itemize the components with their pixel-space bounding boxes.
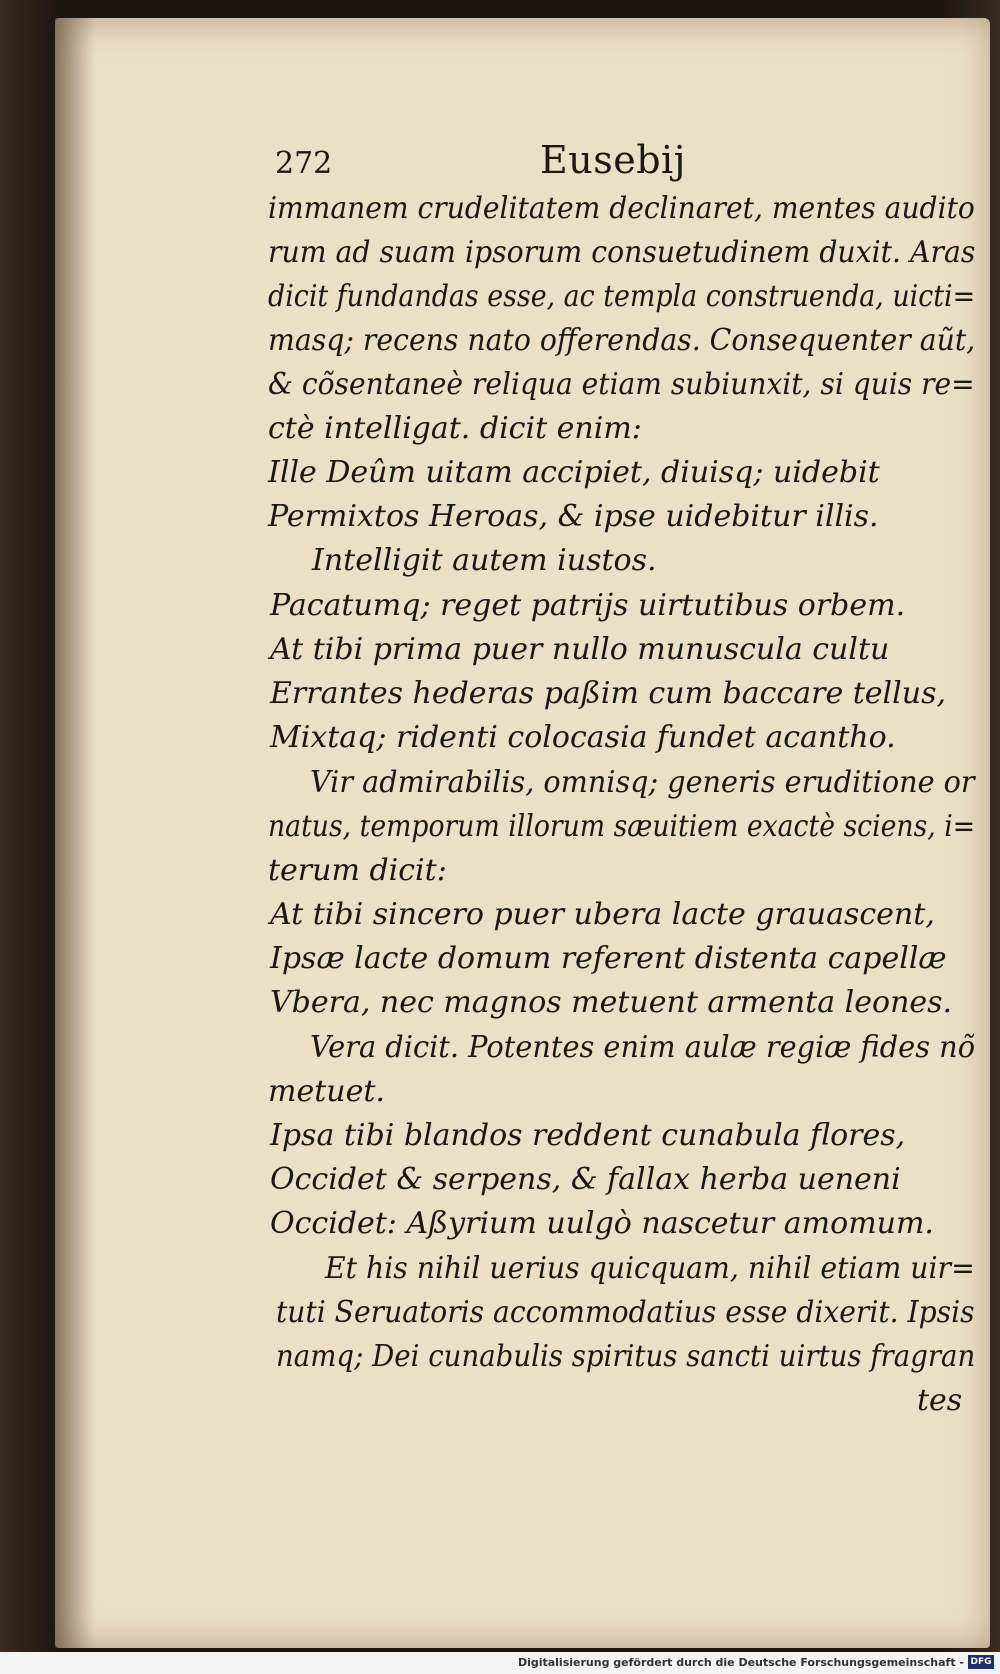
text-line: Intelligit autem iustos. <box>312 543 657 578</box>
text-line: dicit fundandas esse, ac templa construenda, uicti= <box>268 279 976 314</box>
text-line: Ipsæ lacte domum referent distenta capellæ <box>270 941 947 976</box>
text-line: Permixtos Heroas, & ipse uidebitur illis. <box>268 499 879 534</box>
footer-credit: Digitalisierung gefördert durch die Deutsche Forschungsgemeinschaft - <box>517 1656 964 1669</box>
catchword: tes <box>917 1383 963 1418</box>
text-line: Ipsa tibi blandos reddent cunabula flores, <box>270 1118 906 1153</box>
text-line: At tibi prima puer nullo munuscula cultu <box>270 632 890 667</box>
text-line: Mixtaq; ridenti colocasia fundet acantho. <box>270 720 896 755</box>
text-line: ctè intelligat. dicit enim: <box>268 411 642 446</box>
text-line: Vir admirabilis, omnisq; generis eruditione or <box>310 765 975 800</box>
text-line: Pacatumq; reget patrijs uirtutibus orbem. <box>270 588 906 623</box>
text-line: rum ad suam ipsorum consuetudinem duxit. Aras <box>268 235 976 270</box>
text-line: Occidet: Aßyrium uulgò nascetur amomum. <box>270 1206 934 1241</box>
text-line: terum dicit: <box>268 853 447 888</box>
text-line: tuti Seruatoris accommodatius esse dixerit. Ipsis <box>276 1295 975 1330</box>
text-line: immanem crudelitatem declinaret, mentes audito <box>268 191 975 226</box>
text-line: Vbera, nec magnos metuent armenta leones. <box>270 985 953 1020</box>
text-line: masq; recens nato offerendas. Consequenter aũt, <box>268 323 976 358</box>
text-line: metuet. <box>268 1074 385 1109</box>
running-head: Eusebij <box>540 138 686 182</box>
dfg-logo: DFG <box>968 1655 994 1669</box>
text-line: & cõsentaneè reliqua etiam subiunxit, si quis re= <box>268 367 975 402</box>
text-line: Occidet & serpens, & fallax herba ueneni <box>270 1162 901 1197</box>
page-header <box>275 138 975 186</box>
text-line: natus, temporum illorum sæuitiem exactè sciens, i= <box>268 809 976 844</box>
text-line: Errantes hederas paßim cum baccare tellus, <box>270 676 946 711</box>
page-gutter-shadow <box>55 18 95 1648</box>
text-line: At tibi sincero puer ubera lacte grauascent, <box>270 897 935 932</box>
text-line: Et his nihil uerius quicquam, nihil etiam uir= <box>325 1251 975 1286</box>
text-line: Ille Deûm uitam accipiet, diuisq; uidebit <box>268 455 880 490</box>
text-line: Vera dicit. Potentes enim aulæ regiæ fides nõ <box>310 1030 976 1065</box>
text-line: namq; Dei cunabulis spiritus sancti uirtus fragran <box>276 1339 976 1374</box>
page-number: 272 <box>275 146 333 181</box>
